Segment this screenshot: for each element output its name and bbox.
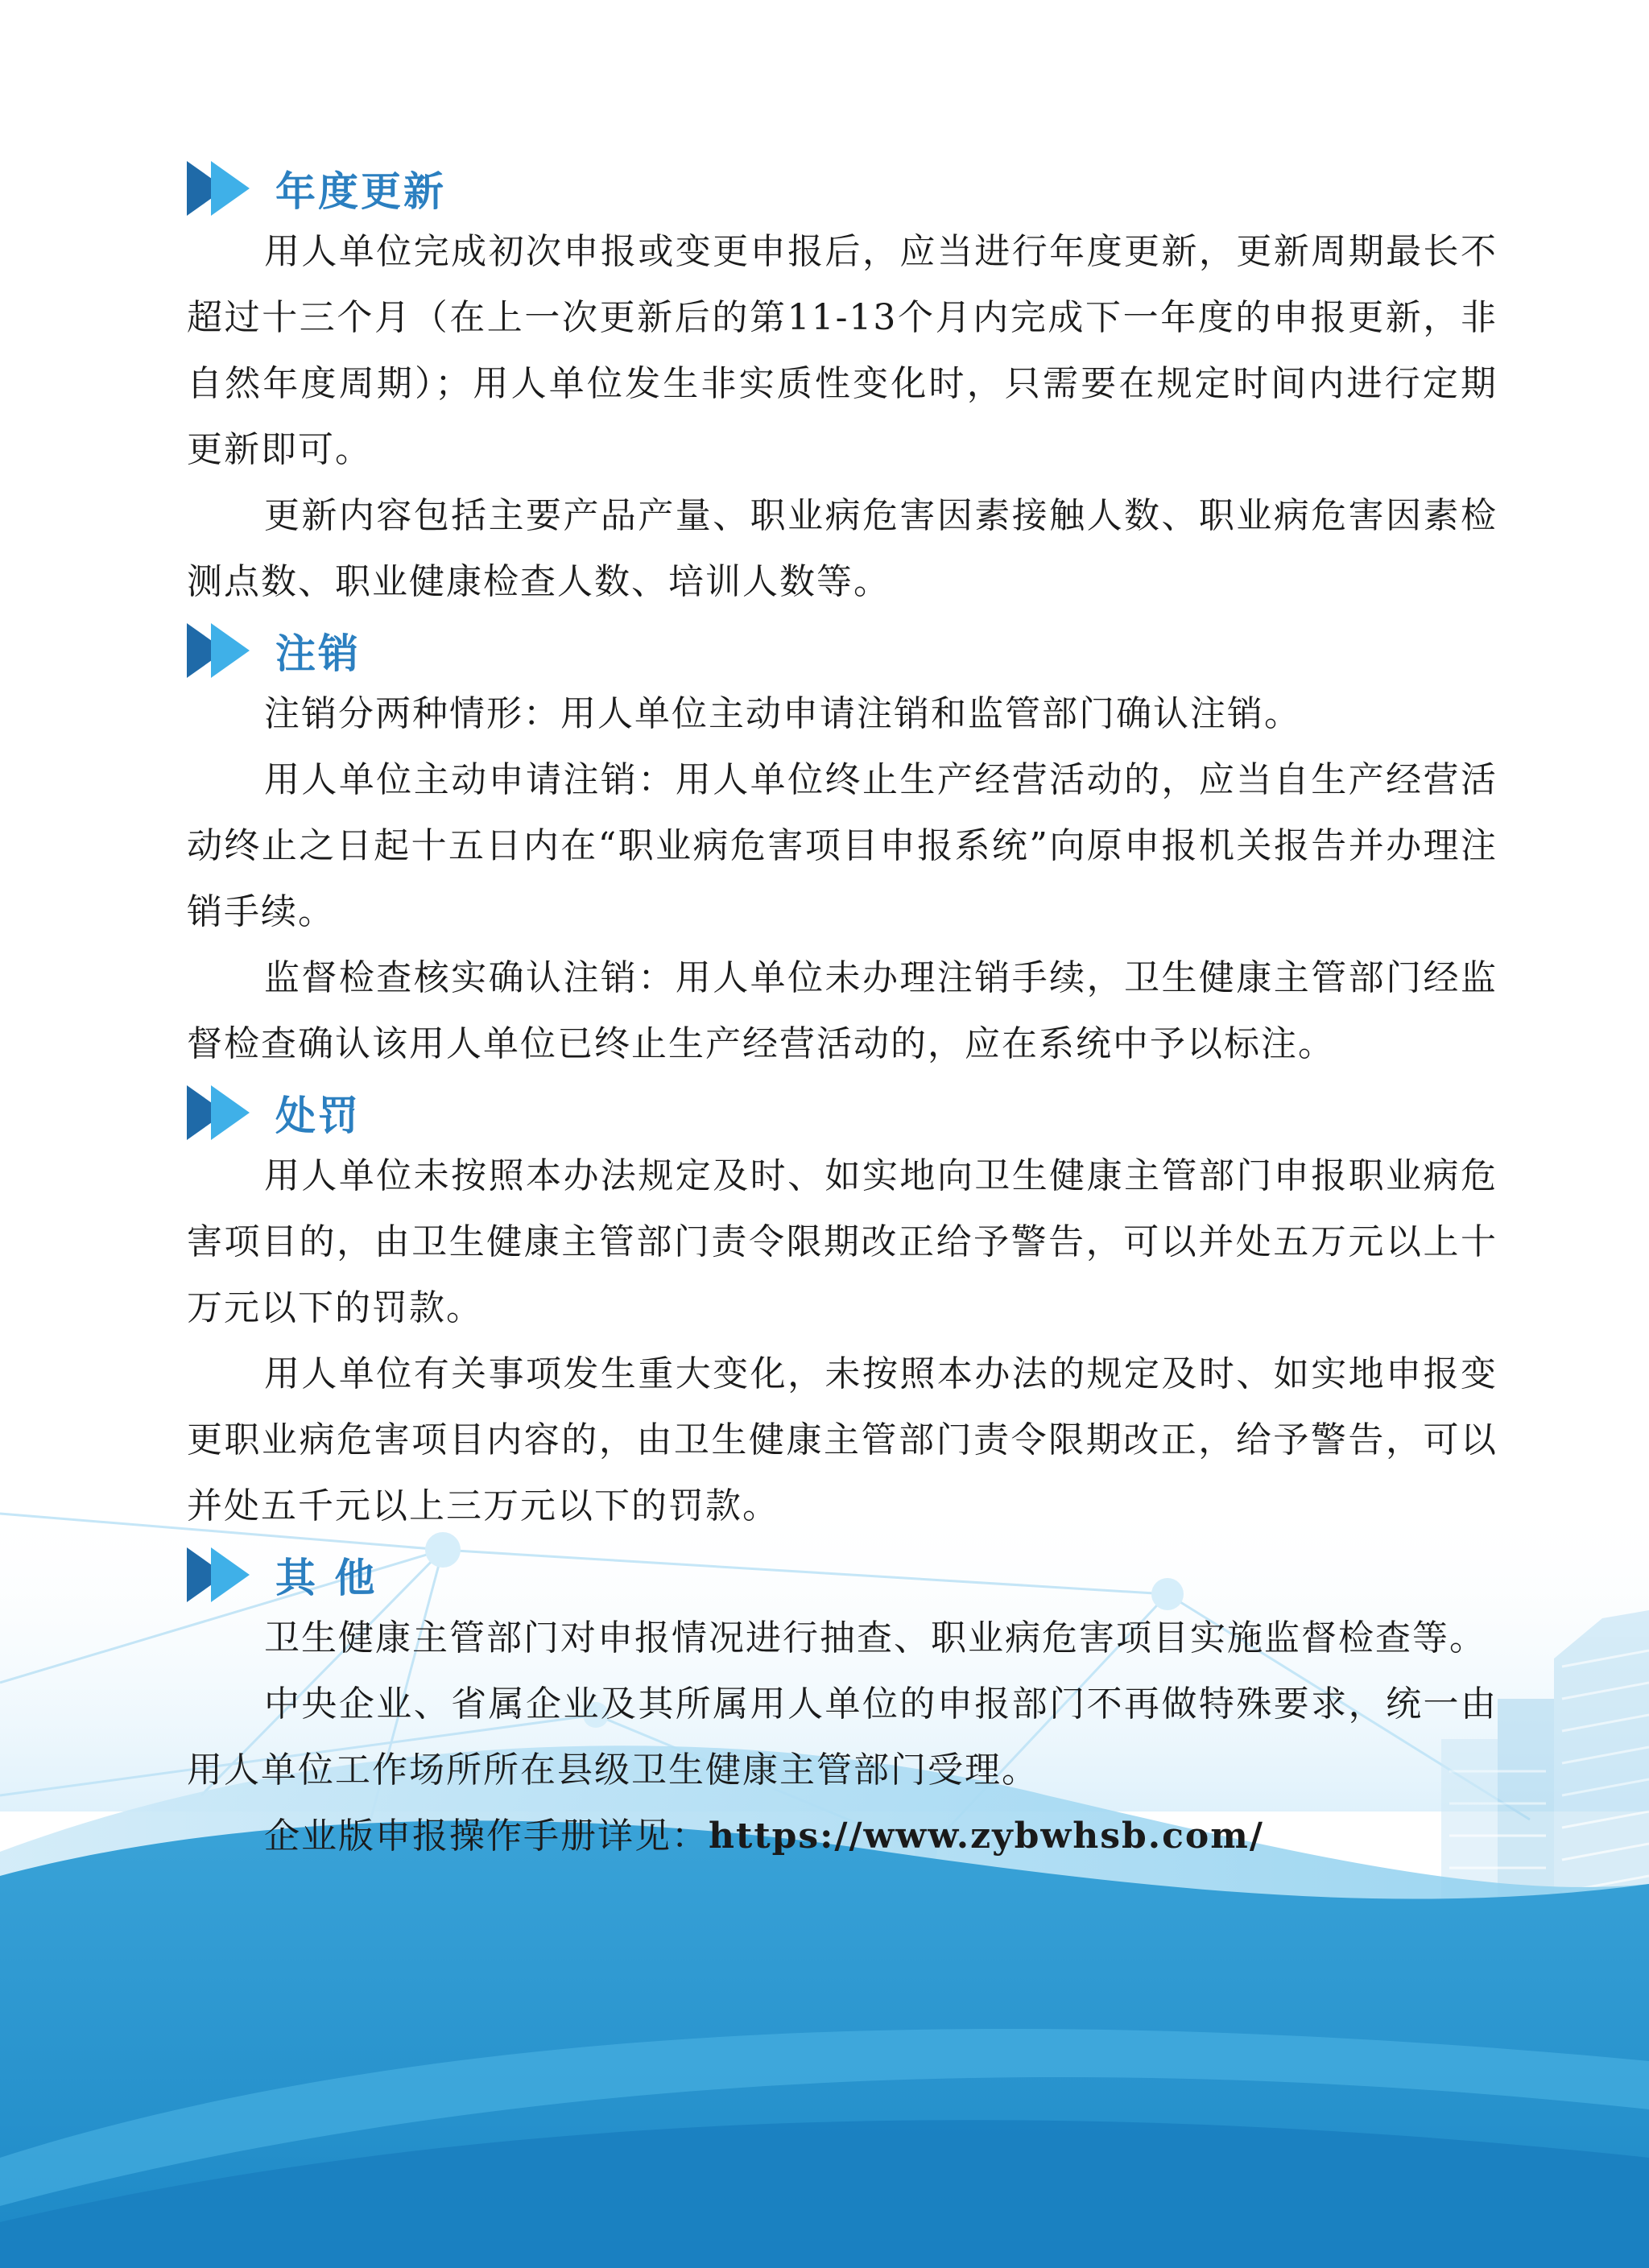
document-body — [187, 153, 1498, 1869]
section-heading-other — [187, 1543, 1498, 1607]
section-heading-penalty — [187, 1080, 1498, 1145]
double-chevron-right-icon — [187, 1084, 264, 1142]
section-title: 年度更新 — [275, 168, 446, 215]
paragraph: 用人单位主动申请注销：用人单位终止生产经营活动的，应当自生产经营活动终止之日起十五日内在“职业病危害项目申报系统”向原申报机关报告并办理注销手续。 — [187, 759, 1498, 932]
paragraph: 卫生健康主管部门对申报情况进行抽查、职业病危害项目实施监督检查等。 — [264, 1617, 1486, 1659]
paragraph: 更新内容包括主要产品产量、职业病危害因素接触人数、职业病危害因素检测点数、职业健康检查人数、培训人数等。 — [187, 495, 1498, 602]
paragraph: 用人单位完成初次申报或变更申报后，应当进行年度更新，更新周期最长不超过十三个月（在上一次更新后的第11-13个月内完成下一年度的申报更新，非自然年度周期）；用人单位发生非实质性变化时，只需要在规定时间内进行定期更新即可。 — [187, 231, 1498, 470]
paragraph: 注销分两种情形：用人单位主动申请注销和监管部门确认注销。 — [264, 693, 1301, 734]
double-chevron-right-icon — [187, 1546, 264, 1604]
section-heading-annual-update — [187, 156, 1498, 221]
section-title: 注销 — [275, 630, 361, 677]
manual-reference — [187, 1803, 1498, 1869]
manual-label: 企业版申报操作手册详见： — [264, 1816, 709, 1857]
section-title: 处罚 — [275, 1093, 361, 1139]
section-heading-cancellation — [187, 618, 1498, 683]
paragraph: 用人单位未按照本办法规定及时、如实地向卫生健康主管部门申报职业病危害项目的，由卫生健康主管部门责令限期改正给予警告，可以并处五万元以上十万元以下的罚款。 — [187, 1155, 1498, 1328]
paragraph: 用人单位有关事项发生重大变化，未按照本办法的规定及时、如实地申报变更职业病危害项目内容的，由卫生健康主管部门责令限期改正，给予警告，可以并处五千元以上三万元以下的罚款。 — [187, 1353, 1498, 1526]
double-chevron-right-icon — [187, 622, 264, 680]
section-title: 其 他 — [275, 1555, 378, 1601]
manual-url-link[interactable]: https://www.zybwhsb.com/ — [709, 1816, 1264, 1857]
paragraph: 监督检查核实确认注销：用人单位未办理注销手续，卫生健康主管部门经监督检查确认该用人单位已终止生产经营活动的，应在系统中予以标注。 — [187, 957, 1498, 1064]
paragraph: 中央企业、省属企业及其所属用人单位的申报部门不再做特殊要求，统一由用人单位工作场所所在县级卫生健康主管部门受理。 — [187, 1683, 1498, 1791]
double-chevron-right-icon — [187, 159, 264, 217]
